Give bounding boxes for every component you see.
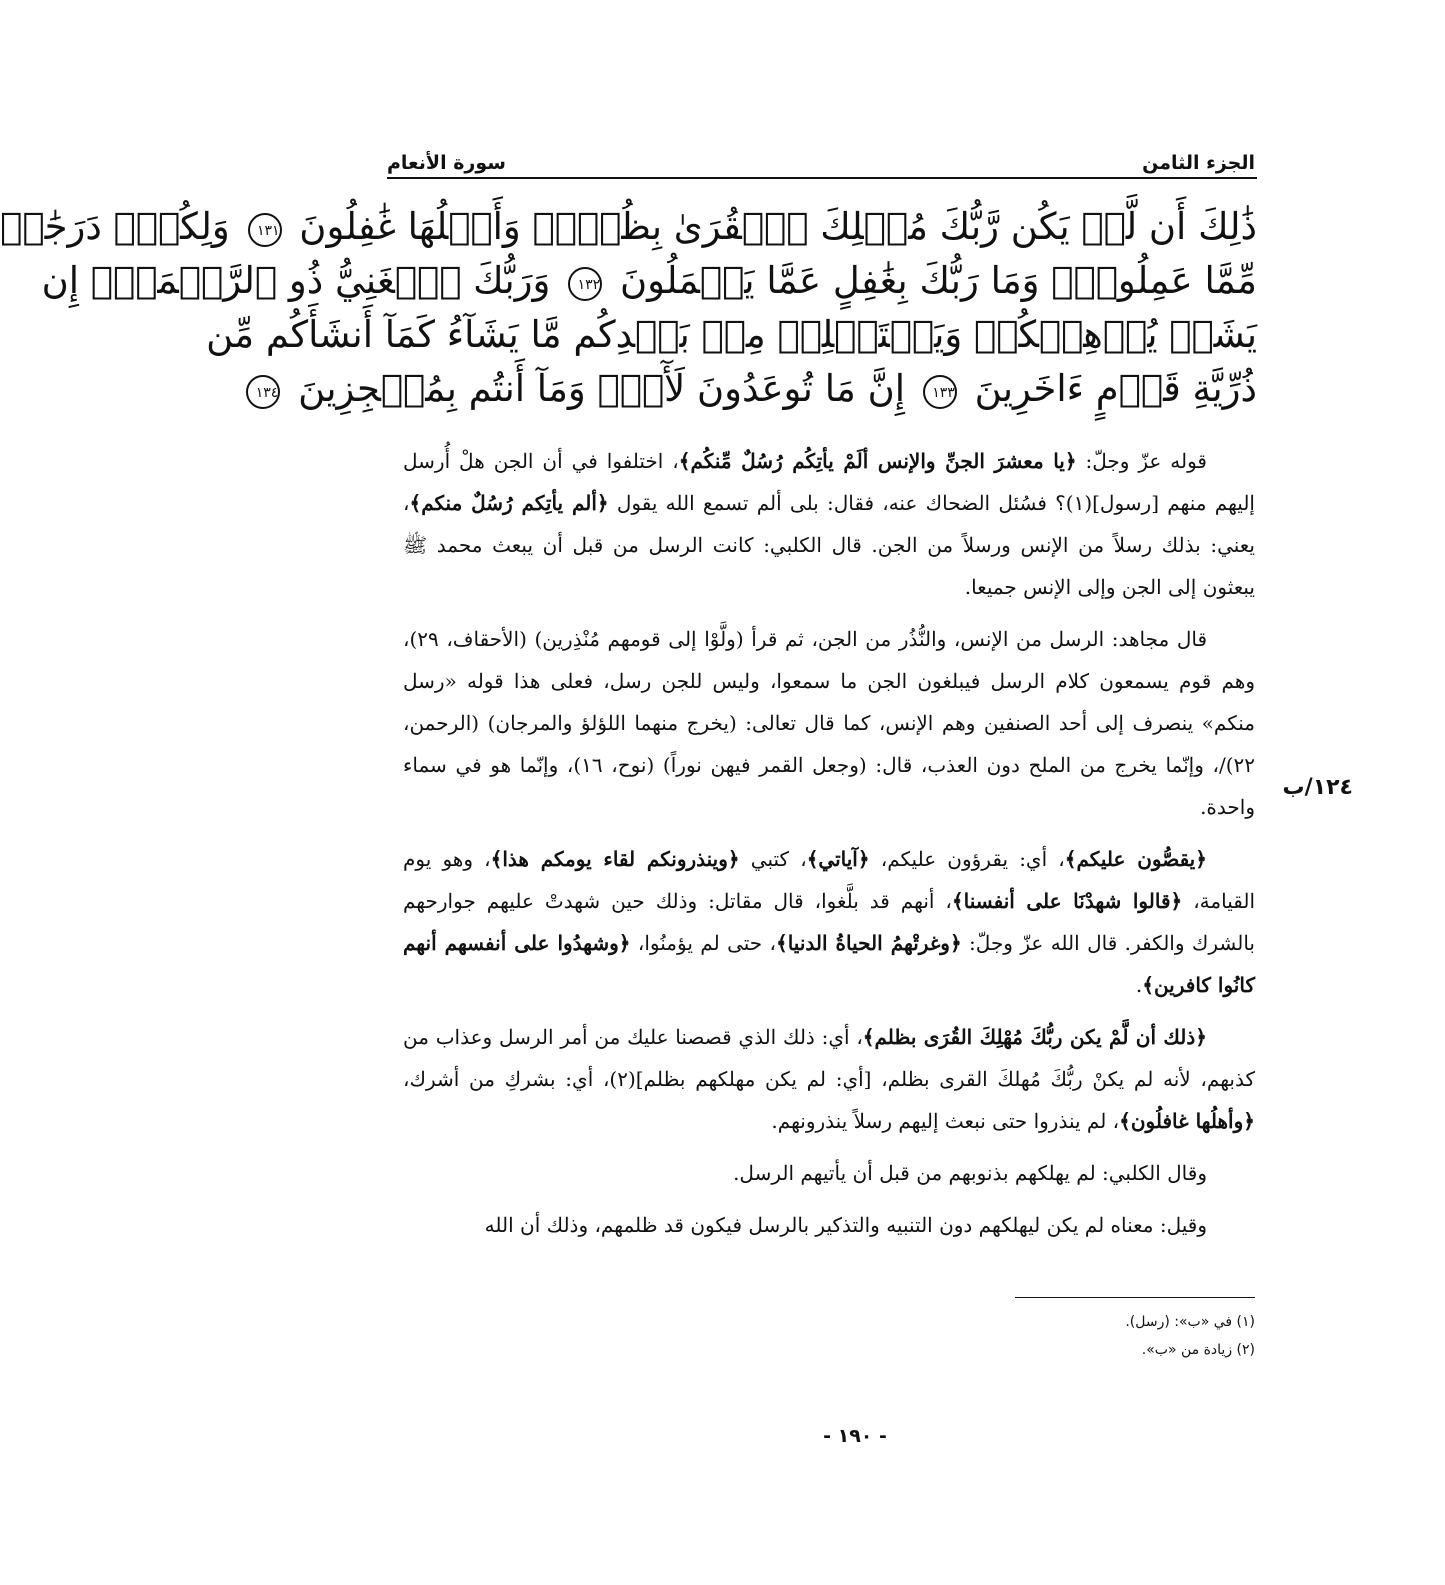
quoted-verse-text: ﴿يقصُّون عليكم﴾ <box>1064 847 1207 871</box>
quoted-verse-text: ﴿ألم يأتِكم رُسُلٌ منكم﴾ <box>409 491 609 515</box>
commentary-paragraph <box>403 618 1255 828</box>
ayah-number-marker: ١٣٣ <box>923 375 957 409</box>
commentary-text: وقال الكلبي: لم يهلكهم بذنوبهم من قبل أن يأتيهم الرسل. <box>733 1161 1207 1185</box>
commentary-text: قوله عزّ وجلّ: <box>1076 449 1207 473</box>
header-part-title: الجزء الثامن <box>1142 152 1255 174</box>
manuscript-folio-marker: ١٢٤/ب <box>1282 775 1353 800</box>
ayah-number-marker: ١٣٤ <box>246 375 280 409</box>
commentary-text: ، أي: يقرؤون عليكم، <box>869 847 1065 871</box>
header-rule <box>387 177 1257 179</box>
commentary-paragraph <box>403 1152 1255 1194</box>
commentary-text: وقيل: معناه لم يكن ليهلكهم دون التنبيه والتذكير بالرسل فيكون قد ظلمهم، وذلك أن الله <box>484 1213 1207 1237</box>
commentary-text: ، اختلفوا في أن الجن هلْ أُرسل إليهم منهم [رسول](١)؟ فسُئل الضحاك عنه، فقال: بلى ألم تسمع الله يقول <box>403 449 1255 515</box>
quoted-verse-text: ﴿وينذرونكم لقاء يومكم هذا﴾ <box>490 847 740 871</box>
quoted-verse-text: ﴿آياتي﴾ <box>806 847 870 871</box>
ayah-number-marker: ١٣١ <box>248 213 282 247</box>
commentary-paragraph <box>403 1016 1255 1142</box>
quoted-verse-text: ﴿وأهلُها غافلُون﴾ <box>1119 1109 1255 1133</box>
commentary-text: . <box>1135 973 1143 997</box>
quran-line: يَشَأۡ يُذۡهِبۡكُمۡ وَيَسۡتَخۡلِفۡ مِنۢ بَعۡدِكُم مَّا يَشَآءُ كَمَآ أَنشَأَكُم مِّن <box>206 313 1257 356</box>
commentary-text: ، لم ينذروا حتى نبعث إليهم رسلاً ينذرونهم. <box>771 1109 1120 1133</box>
page-number: - ١٩٠ - <box>823 1425 887 1447</box>
quoted-verse-text: ﴿يا معشرَ الجنِّ والإنس ألَمْ يأتِكُم رُسُلٌ مِّنكُم﴾ <box>678 449 1077 473</box>
footnotes <box>805 1308 1255 1364</box>
commentary-paragraph <box>403 440 1255 608</box>
quoted-verse-text: ﴿وغرتْهمُ الحياةُ الدنيا﴾ <box>775 931 962 955</box>
quran-line: مِّمَّا عَمِلُواْۚ وَمَا رَبُّكَ بِغَٰفِلٍ عَمَّا يَعۡمَلُونَ ١٣٢ وَرَبُّكَ ٱلۡغَنِيُّ ذُو ٱلرَّحۡمَةِۚ إِن <box>41 259 1257 302</box>
footnote: (٢) زيادة من «ب». <box>1141 1342 1255 1358</box>
commentary-text: قال مجاهد: الرسل من الإنس، والنُّذُر من الجن، ثم قرأ (ولَّوْا إلى قومهم مُنْذِرين) (الأحقاف، ٢٩)، وهم قوم يسمعون كلام الرسل فيبلغون الجن ما سمعوا، وليس للجن رسل، فعلى هذا قوله «رسل منكم» ينصرف إلى أحد الصنفين وهم الإنس، كما قال تعالى: (يخرج منهما اللؤلؤ والمرجان) (الرحمن، ٢٢)/، وإنّما يخرج من الملح دون العذب، قال: (وجعل القمر فيهن نوراً) (نوح، ١٦)، وإنّما هو في سماء واحدة. <box>403 627 1255 819</box>
commentary-text: ، وهو يوم القيامة، <box>403 847 1255 913</box>
quran-verses <box>0 200 1257 416</box>
commentary-text: ، أي: ذلك الذي قصصنا عليك من أمر الرسل وعذاب من كذبهم، لأنه لم يكنْ ربُّكَ مُهلكَ القرى بظلم، [أي: لم يكن مهلكهم بظلم](٢)، أي: بشركِ من أشرك، <box>403 1025 1256 1091</box>
quoted-verse-text: ﴿وشهدُوا على أنفسهم أنهم كانُوا كافرين﴾ <box>403 931 1255 997</box>
commentary-text: ، يعني: بذلك رسلاً من الإنس ورسلاً من الجن. قال الكلبي: كانت الرسل من قبل أن يبعث محمد ﷺ يبعثون إلى الجن وإلى الإنس جميعا. <box>403 491 1255 599</box>
commentary-body <box>403 440 1255 1256</box>
commentary-paragraph <box>403 1204 1255 1246</box>
commentary-text: ، أنهم قد بلَّغوا، قال مقاتل: وذلك حين شهدتْ عليهم جوارحهم بالشرك والكفر. قال الله عزّ وجلّ: <box>403 889 1255 955</box>
footnote: (١) في «ب»: (رسل). <box>1125 1314 1255 1330</box>
commentary-paragraph <box>403 838 1255 1006</box>
header-surah-title: سورة الأنعام <box>387 152 506 174</box>
ayah-number-marker: ١٣٢ <box>568 267 602 301</box>
quoted-verse-text: ﴿ذلك أن لَّمْ يكن ربُّكَ مُهْلِكَ القُرَى بظلم﴾ <box>862 1025 1207 1049</box>
quoted-verse-text: ﴿قالوا شهدْنَا على أنفسنا﴾ <box>951 889 1183 913</box>
running-header <box>387 130 1255 174</box>
commentary-text: ، حتى لم يؤمنُوا، <box>630 931 776 955</box>
quran-line: ذَٰلِكَ أَن لَّمۡ يَكُن رَّبُّكَ مُهۡلِكَ ٱلۡقُرَىٰ بِظُلۡمٖ وَأَهۡلُهَا غَٰفِلُونَ ١٣١ وَلِكُلّٖ دَرَجَٰتٞ <box>0 205 1257 248</box>
footnote-rule <box>1015 1297 1255 1298</box>
quran-line: ذُرِّيَّةِ قَوۡمٍ ءَاخَرِينَ ١٣٣ إِنَّ مَا تُوعَدُونَ لَأٓتٖۖ وَمَآ أَنتُم بِمُعۡجِزِينَ ١٣٤ <box>385 362 1257 416</box>
commentary-text: ، كتبي <box>739 847 807 871</box>
